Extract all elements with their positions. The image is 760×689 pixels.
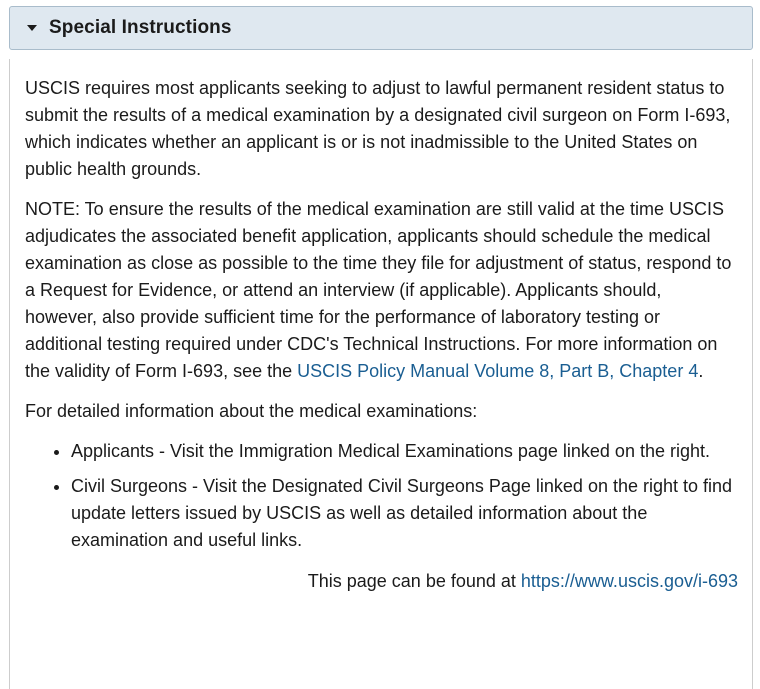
accordion-header-button[interactable] [9,6,753,50]
page-url-line [25,568,738,595]
list-item-civil-surgeons: • Civil Surgeons - Visit the Designated Civil Surgeons Page linked on the right to find update letters issued by USCIS as well as detailed information about the examination and useful links. [71,473,738,554]
policy-manual-link[interactable]: USCIS Policy Manual Volume 8, Part B, Chapter 4 [297,361,699,381]
details-list [25,438,738,554]
accordion-title: Special Instructions [49,17,232,38]
page-url-label: This page can be found at [307,571,521,591]
note-end: . [698,361,704,381]
note-text: NOTE: To ensure the results of the medical examination are still valid at the time USCIS adjudicates the associated benefit application, applicants should schedule the medical examination as close as possible to the time they file for adjustment of status, respond to a Request for Evidence, or attend an interview (if applicable). Applicants should, however, also provide sufficient time for the performance of laboratory testing or additional testing required under CDC's Technical Instructions. For more information on the validity of Form I-693, see the [25,199,732,381]
caret-down-icon [27,25,37,31]
list-item-applicants: • Applicants - Visit the Immigration Medical Examinations page linked on the right. [71,438,738,465]
page-url-link[interactable]: https://www.uscis.gov/i-693 [520,571,738,591]
intro-paragraph: USCIS requires most applicants seeking to adjust to lawful permanent resident status to submit the results of a medical examination by a designated civil surgeon on Form I-693, which indicates whether an applicant is or is not inadmissible to the United States on public health grounds. [25,78,731,179]
details-intro-paragraph: For detailed information about the medical examinations: [25,401,478,421]
note-paragraph [25,196,738,385]
accordion-content [9,59,753,689]
